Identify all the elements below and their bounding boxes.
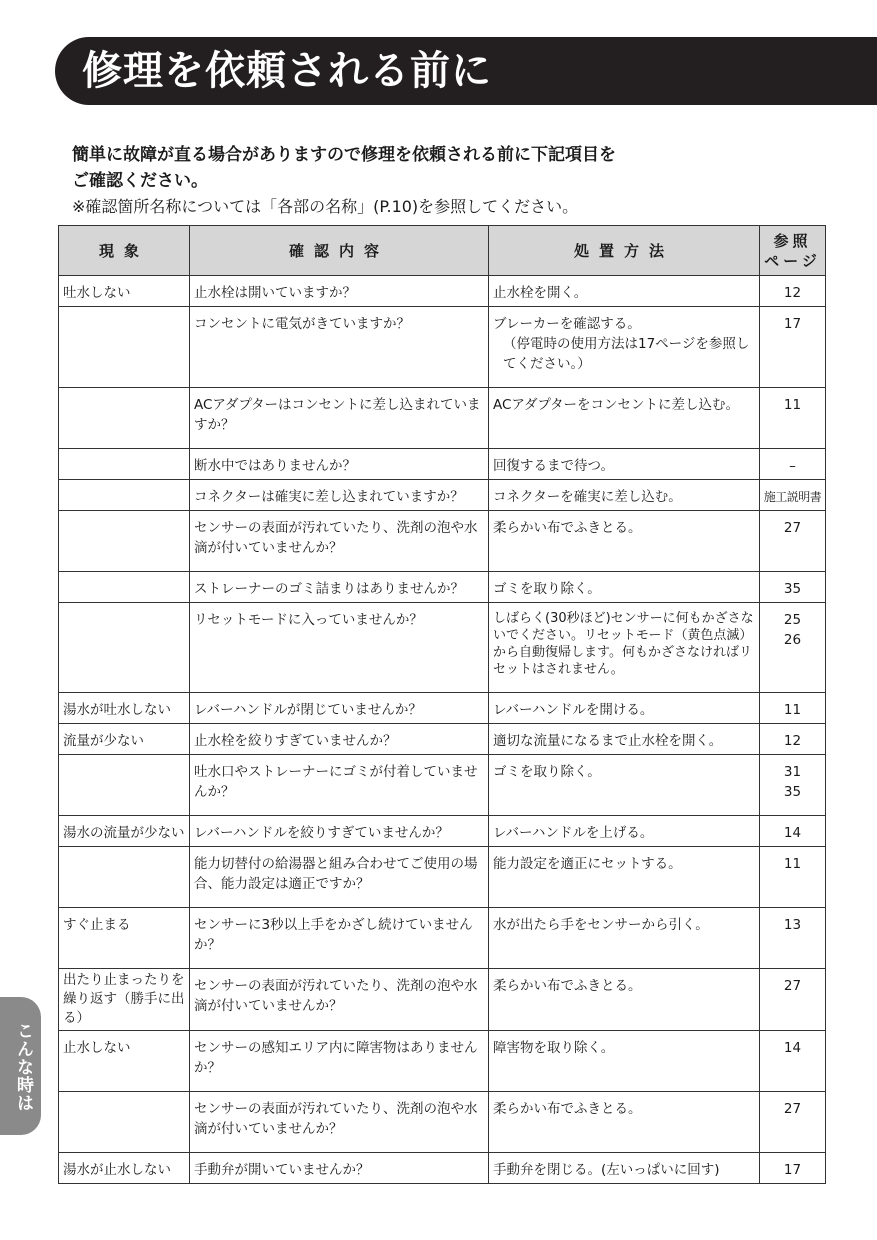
remedy-cell: レバーハンドルを開ける。 xyxy=(489,693,760,724)
phenomenon-cell: 止水しない xyxy=(59,1031,190,1092)
remedy-cell: 能力設定を適正にセットする。 xyxy=(489,847,760,908)
remedy-cell: コネクターを確実に差し込む。 xyxy=(489,480,760,511)
phenomenon-cell: 湯水が止水しない xyxy=(59,1153,190,1184)
table-row xyxy=(59,572,826,603)
page-number: 31 xyxy=(783,764,802,780)
page-cell: 17 xyxy=(760,1153,826,1184)
intro-text xyxy=(72,142,862,220)
header-phenomenon: 現象 xyxy=(59,226,190,276)
check-cell: センサーの表面が汚れていたり、洗剤の泡や水滴が付いていませんか？ xyxy=(190,511,489,572)
check-cell: コネクターは確実に差し込まれていますか？ xyxy=(190,480,489,511)
check-cell: センサーの表面が汚れていたり、洗剤の泡や水滴が付いていませんか？ xyxy=(190,969,489,1031)
check-cell: 断水中ではありませんか？ xyxy=(190,449,489,480)
page-cell: 14 xyxy=(760,816,826,847)
phenomenon-cell xyxy=(59,449,190,480)
check-cell: センサーに3秒以上手をかざし続けていませんか？ xyxy=(190,908,489,969)
remedy-cell: 水が出たら手をセンサーから引く。 xyxy=(489,908,760,969)
remedy-cell: 柔らかい布でふきとる。 xyxy=(489,969,760,1031)
header-ref-page xyxy=(760,226,826,276)
page-cell: – xyxy=(760,449,826,480)
table-row xyxy=(59,276,826,307)
remedy-cell: 回復するまで待つ。 xyxy=(489,449,760,480)
page-cell: 17 xyxy=(760,307,826,388)
page-cell: 27 xyxy=(760,1092,826,1153)
phenomenon-cell xyxy=(59,388,190,449)
remedy-cell: 障害物を取り除く。 xyxy=(489,1031,760,1092)
page-number: 35 xyxy=(783,784,802,800)
page-cell: 施工説明書 xyxy=(760,480,826,511)
remedy-cell: 手動弁を閉じる。(左いっぱいに回す) xyxy=(489,1153,760,1184)
page-cell: 13 xyxy=(760,908,826,969)
table-row xyxy=(59,969,826,1031)
check-cell: 能力切替付の給湯器と組み合わせてご使用の場合、能力設定は適正ですか？ xyxy=(190,847,489,908)
remedy-cell: ゴミを取り除く。 xyxy=(489,755,760,816)
page-cell xyxy=(760,603,826,693)
phenomenon-cell: 湯水の流量が少ない xyxy=(59,816,190,847)
phenomenon-cell xyxy=(59,480,190,511)
check-cell: 止水栓は開いていますか？ xyxy=(190,276,489,307)
side-tab-label: こんな時は xyxy=(13,1022,33,1112)
check-cell: 止水栓を絞りすぎていませんか？ xyxy=(190,724,489,755)
page-number: 25 xyxy=(783,612,802,628)
table-row xyxy=(59,724,826,755)
check-cell: リセットモードに入っていませんか？ xyxy=(190,603,489,693)
header-remedy: 処置方法 xyxy=(489,226,760,276)
table-row xyxy=(59,307,826,388)
phenomenon-cell xyxy=(59,847,190,908)
intro-line-1: 簡単に故障が直る場合がありますので修理を依頼される前に下記項目を xyxy=(72,145,616,165)
table-row xyxy=(59,603,826,693)
page-cell: 27 xyxy=(760,511,826,572)
remedy-cell: ACアダプターをコンセントに差し込む。 xyxy=(489,388,760,449)
remedy-cell: レバーハンドルを上げる。 xyxy=(489,816,760,847)
table-row xyxy=(59,908,826,969)
phenomenon-cell xyxy=(59,603,190,693)
page-number: 26 xyxy=(783,632,802,648)
table-row xyxy=(59,1092,826,1153)
phenomenon-cell xyxy=(59,307,190,388)
remedy-cell: 柔らかい布でふきとる。 xyxy=(489,1092,760,1153)
table-row xyxy=(59,511,826,572)
table-row xyxy=(59,847,826,908)
page-cell: 27 xyxy=(760,969,826,1031)
phenomenon-cell: 出たり止まったりを繰り返す（勝手に出る） xyxy=(59,969,190,1031)
page-cell xyxy=(760,755,826,816)
page-cell: 12 xyxy=(760,276,826,307)
check-cell: ACアダプターはコンセントに差し込まれていますか？ xyxy=(190,388,489,449)
phenomenon-cell: すぐ止まる xyxy=(59,908,190,969)
remedy-note: （停電時の使用方法は17ページを参照してください。） xyxy=(503,336,750,372)
troubleshooting-table xyxy=(58,225,826,1184)
check-cell: ストレーナーのゴミ詰まりはありませんか？ xyxy=(190,572,489,603)
page-cell: 12 xyxy=(760,724,826,755)
check-cell: センサーの感知エリア内に障害物はありませんか？ xyxy=(190,1031,489,1092)
header-ref-page-line1: 参照 xyxy=(773,231,812,250)
header-check: 確認内容 xyxy=(190,226,489,276)
page-cell: 11 xyxy=(760,388,826,449)
table-row xyxy=(59,1031,826,1092)
remedy-cell: ゴミを取り除く。 xyxy=(489,572,760,603)
header-ref-page-line2: ページ xyxy=(764,251,821,270)
table-row xyxy=(59,449,826,480)
check-cell: レバーハンドルを絞りすぎていませんか？ xyxy=(190,816,489,847)
page-cell: 14 xyxy=(760,1031,826,1092)
check-cell: 手動弁が開いていませんか？ xyxy=(190,1153,489,1184)
page-cell: 11 xyxy=(760,693,826,724)
intro-note: ※確認箇所名称については「各部の名称」(P.10)を参照してください。 xyxy=(72,197,579,216)
page-cell: 11 xyxy=(760,847,826,908)
page-cell: 35 xyxy=(760,572,826,603)
check-cell: センサーの表面が汚れていたり、洗剤の泡や水滴が付いていませんか？ xyxy=(190,1092,489,1153)
table-row xyxy=(59,480,826,511)
check-cell: 吐水口やストレーナーにゴミが付着していませんか？ xyxy=(190,755,489,816)
phenomenon-cell: 吐水しない xyxy=(59,276,190,307)
table-row xyxy=(59,755,826,816)
intro-line-2: ご確認ください。 xyxy=(72,171,208,191)
remedy-cell: しばらく(30秒ほど)センサーに何もかざさないでください。リセットモード（黄色点滅）から自動復帰します。何もかざさなければリセットはされません。 xyxy=(489,603,760,693)
remedy-cell: 柔らかい布でふきとる。 xyxy=(489,511,760,572)
phenomenon-cell xyxy=(59,572,190,603)
table-row xyxy=(59,1153,826,1184)
check-cell: コンセントに電気がきていますか？ xyxy=(190,307,489,388)
phenomenon-cell xyxy=(59,1092,190,1153)
table-row xyxy=(59,693,826,724)
table-header-row xyxy=(59,226,826,276)
remedy-cell xyxy=(489,307,760,388)
phenomenon-cell: 湯水が吐水しない xyxy=(59,693,190,724)
table-row xyxy=(59,388,826,449)
remedy-text: ブレーカーを確認する。 xyxy=(493,316,641,332)
table-row xyxy=(59,816,826,847)
phenomenon-cell xyxy=(59,755,190,816)
phenomenon-cell xyxy=(59,511,190,572)
remedy-cell: 止水栓を開く。 xyxy=(489,276,760,307)
check-cell: レバーハンドルが閉じていませんか？ xyxy=(190,693,489,724)
page-title: 修理を依頼される前に xyxy=(82,48,492,94)
remedy-cell: 適切な流量になるまで止水栓を開く。 xyxy=(489,724,760,755)
phenomenon-cell: 流量が少ない xyxy=(59,724,190,755)
